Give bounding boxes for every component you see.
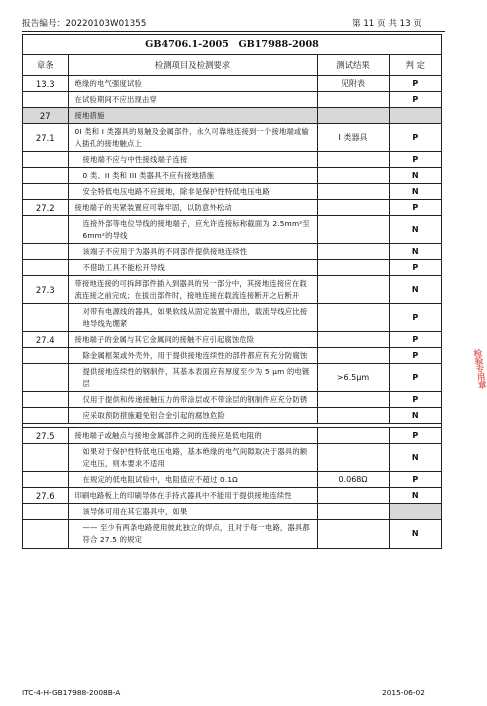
table-row <box>23 244 441 260</box>
requirement-cell: 带接地连接的可拆卸部件插入到器具的另一部分中，其接地连接应在载流连接之前完成；在拔出部件时，接地连接在载流连接断开之后断开 <box>68 276 317 304</box>
verdict-cell <box>389 504 441 520</box>
table-row <box>23 152 441 168</box>
result-cell: >6.5μm <box>317 364 389 392</box>
clause-cell <box>23 348 68 364</box>
requirement-cell: 0 类、II 类和 III 类器具不应有接地措施 <box>68 168 317 184</box>
result-cell <box>317 348 389 364</box>
column-header-row <box>23 55 441 76</box>
result-cell <box>317 332 389 348</box>
clause-cell <box>23 444 68 472</box>
clause-cell <box>23 392 68 408</box>
requirement-cell: 接地端不应与中性接线端子连接 <box>68 152 317 168</box>
header-divider <box>22 31 445 32</box>
requirement-cell: 提供接地连续性的钢制件，其基本表面应有厚度至少为 5 μm 的电镀层 <box>68 364 317 392</box>
verdict-cell: N <box>389 488 441 504</box>
table-row <box>23 392 441 408</box>
result-cell <box>317 92 389 108</box>
table-row <box>23 276 441 304</box>
clause-cell <box>23 152 68 168</box>
verdict-cell: P <box>389 304 441 332</box>
result-cell <box>317 392 389 408</box>
clause-cell: 27.4 <box>23 332 68 348</box>
clause-cell <box>23 184 68 200</box>
footer-date: 2015-06-02 <box>382 688 425 697</box>
standard-title: GB4706.1-2005 GB17988-2008 <box>23 35 441 55</box>
result-cell <box>317 260 389 276</box>
result-cell <box>317 444 389 472</box>
requirement-cell: 该端子不应用于为器具的不同部件提供接地连续性 <box>68 244 317 260</box>
requirement-cell: 除金属框架或外壳外，用于提供接地连续性的部件都应有充分防腐蚀 <box>68 348 317 364</box>
table-row <box>23 168 441 184</box>
requirement-cell: 不借助工具不能松开导线 <box>68 260 317 276</box>
verdict-cell: N <box>389 244 441 260</box>
clause-cell: 13.3 <box>23 76 68 92</box>
verdict-cell: N <box>389 408 441 424</box>
verdict-cell: P <box>389 152 441 168</box>
requirement-cell: 接地端子的夹紧装置应可靠牢固，以防意外松动 <box>68 200 317 216</box>
requirement-cell: 在试验期间不应出现击穿 <box>68 92 317 108</box>
requirement-cell: 连接外部等电位导线的接地端子，应允许连接标称截面为 2.5mm²至 6mm²的导线 <box>68 216 317 244</box>
requirement-cell: 对带有电源线的器具，如果软线从固定装置中滑出，载流导线应比接地导线先绷紧 <box>68 304 317 332</box>
table-row <box>23 124 441 152</box>
verdict-cell: N <box>389 168 441 184</box>
verdict-cell <box>389 108 441 124</box>
test-report-table <box>22 34 442 549</box>
requirement-cell: 绝缘的电气强度试验 <box>68 76 317 92</box>
result-cell <box>317 504 389 520</box>
clause-cell <box>23 168 68 184</box>
section-row <box>23 108 441 124</box>
clause-cell <box>23 504 68 520</box>
verdict-cell: P <box>389 92 441 108</box>
table-row <box>23 408 441 424</box>
column-header-verdict: 判 定 <box>389 55 441 76</box>
verdict-cell: N <box>389 444 441 472</box>
result-cell <box>317 108 389 124</box>
result-cell: 0.068Ω <box>317 472 389 488</box>
result-cell <box>317 244 389 260</box>
clause-cell <box>23 408 68 424</box>
result-cell <box>317 520 389 548</box>
verdict-cell: P <box>389 200 441 216</box>
report-number: 报告编号：20220103W01355 <box>22 19 147 29</box>
requirement-cell: 在规定的低电阻试验中，电阻值应不超过 0.1Ω <box>68 472 317 488</box>
requirement-cell: 接地措施 <box>68 108 317 124</box>
verdict-cell: P <box>389 260 441 276</box>
verdict-cell: P <box>389 428 441 444</box>
verdict-cell: P <box>389 124 441 152</box>
clause-cell <box>23 260 68 276</box>
verdict-cell: P <box>389 364 441 392</box>
clause-cell <box>23 216 68 244</box>
clause-table <box>23 55 441 548</box>
clause-cell: 27.6 <box>23 488 68 504</box>
table-row <box>23 200 441 216</box>
table-row <box>23 472 441 488</box>
requirement-cell: 接地端子的金属与其它金属间的接触不应引起腐蚀危险 <box>68 332 317 348</box>
verdict-cell: P <box>389 76 441 92</box>
table-row <box>23 184 441 200</box>
table-row <box>23 520 441 548</box>
requirement-cell: —— 至少有两条电路使用彼此独立的焊点，且对于每一电路，器具都符合 27.5 的规定 <box>68 520 317 548</box>
verdict-cell: N <box>389 184 441 200</box>
clause-cell <box>23 304 68 332</box>
column-header-clause: 章条 <box>23 55 68 76</box>
requirement-cell: 接地端子或触点与接地金属部件之间的连接应是低电阻的 <box>68 428 317 444</box>
table-row <box>23 92 441 108</box>
inspection-stamp: 检验专用章 <box>473 348 487 392</box>
verdict-cell: P <box>389 348 441 364</box>
result-cell: I 类器具 <box>317 124 389 152</box>
table-row <box>23 260 441 276</box>
table-row <box>23 348 441 364</box>
table-row <box>23 444 441 472</box>
verdict-cell: N <box>389 216 441 244</box>
table-row <box>23 488 441 504</box>
requirement-cell: 仅用于提供和传递接触压力的带涂层或不带涂层的钢制件应充分防锈 <box>68 392 317 408</box>
verdict-cell: P <box>389 472 441 488</box>
requirement-cell: 应采取预防措施避免铝合金引起的腐蚀危险 <box>68 408 317 424</box>
verdict-cell: P <box>389 332 441 348</box>
result-cell <box>317 428 389 444</box>
requirement-cell: 0I 类和 I 类器具的易触及金属部件，永久可靠地连接到一个接地端或输入插孔的接地触点上 <box>68 124 317 152</box>
clause-cell: 27.1 <box>23 124 68 152</box>
clause-cell <box>23 92 68 108</box>
clause-cell: 27.5 <box>23 428 68 444</box>
table-row <box>23 216 441 244</box>
result-cell <box>317 304 389 332</box>
clause-cell: 27 <box>23 108 68 124</box>
clause-cell <box>23 364 68 392</box>
result-cell <box>317 200 389 216</box>
requirement-cell: 该导体可用在其它器具中，如果 <box>68 504 317 520</box>
result-cell <box>317 216 389 244</box>
clause-cell <box>23 244 68 260</box>
column-header-item: 检测项目及检测要求 <box>68 55 317 76</box>
result-cell <box>317 168 389 184</box>
table-row <box>23 76 441 92</box>
verdict-cell: P <box>389 392 441 408</box>
column-header-result: 测试结果 <box>317 55 389 76</box>
table-row <box>23 304 441 332</box>
requirement-cell: 印刷电路板上的印刷导体在手持式器具中不能用于提供接地连续性 <box>68 488 317 504</box>
result-cell <box>317 408 389 424</box>
requirement-cell: 如果对于保护性特低电压电路，基本绝缘的电气间隙取决于器具的额定电压，则本要求不适用 <box>68 444 317 472</box>
requirement-cell: 安全特低电压电路不应接地，除非是保护性特低电压电路 <box>68 184 317 200</box>
table-body <box>23 76 441 548</box>
footer-doc-code: ITC-4-H-GB17988-2008B-A <box>22 688 121 697</box>
table-row <box>23 428 441 444</box>
table-row <box>23 364 441 392</box>
table-row <box>23 332 441 348</box>
result-cell <box>317 276 389 304</box>
result-cell <box>317 152 389 168</box>
verdict-cell: N <box>389 276 441 304</box>
result-cell: 见附表 <box>317 76 389 92</box>
result-cell <box>317 488 389 504</box>
verdict-cell: N <box>389 520 441 548</box>
page-number: 第 11 页 共 13 页 <box>352 19 422 29</box>
clause-cell: 27.2 <box>23 200 68 216</box>
table-row <box>23 504 441 520</box>
result-cell <box>317 184 389 200</box>
clause-cell <box>23 472 68 488</box>
clause-cell: 27.3 <box>23 276 68 304</box>
clause-cell <box>23 520 68 548</box>
